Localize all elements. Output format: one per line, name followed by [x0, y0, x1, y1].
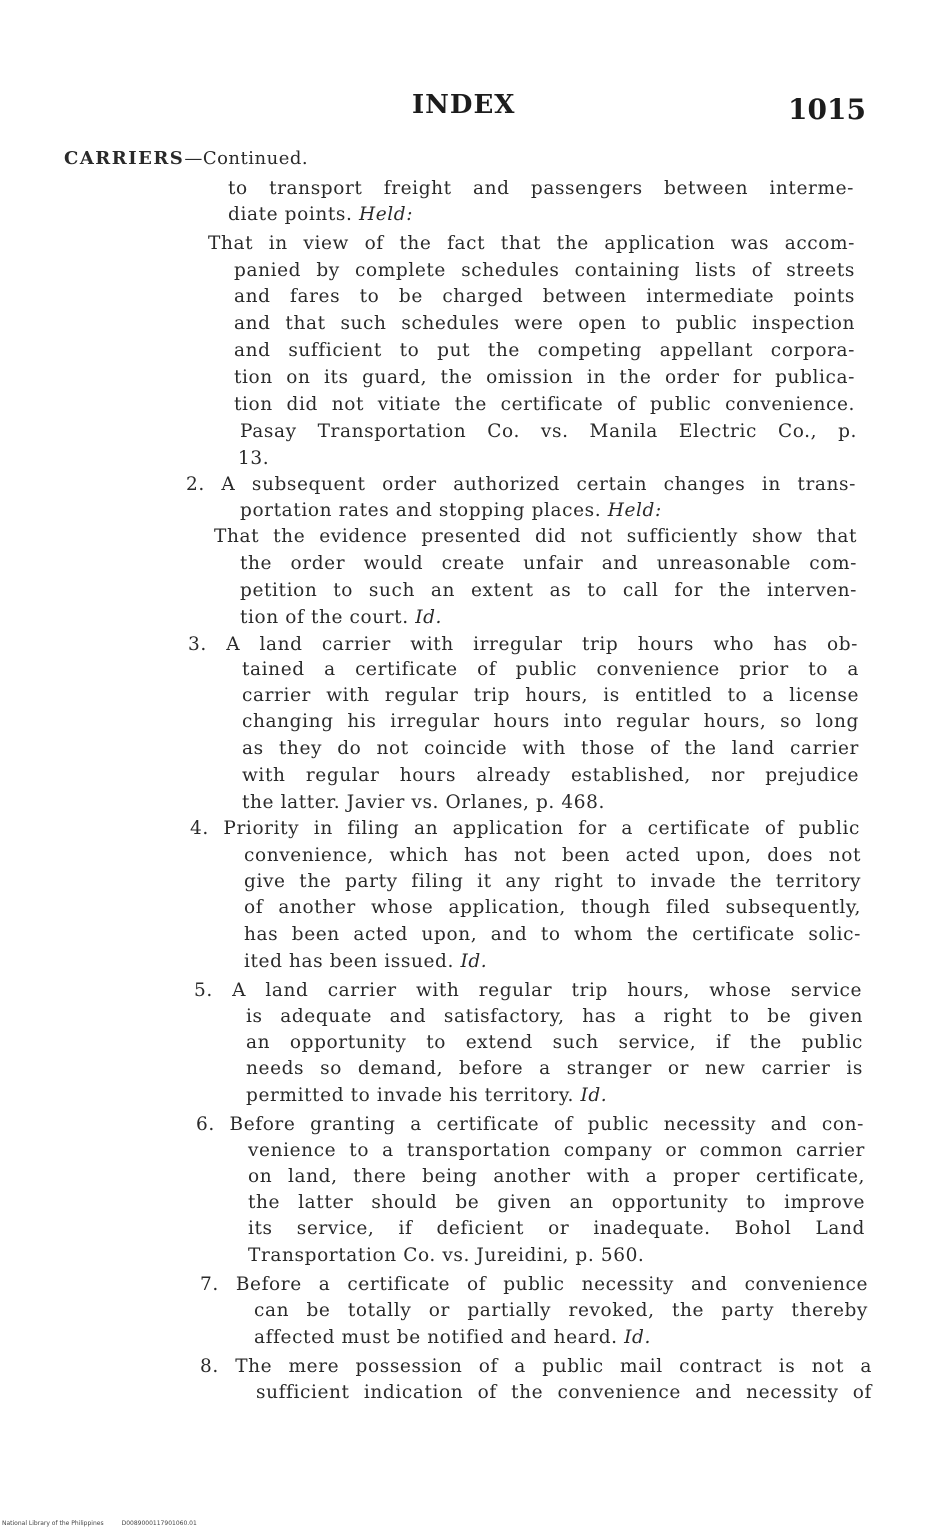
italic-id: Id.	[460, 951, 488, 972]
page-header-title: INDEX	[412, 90, 516, 120]
text-line: portation rates and stopping places. Held:	[240, 500, 662, 521]
text-line: is adequate and satisfactory, has a right to be given	[246, 1006, 863, 1027]
text-line: 4. Priority in filing an application for a certificate of public	[190, 818, 860, 839]
text-line: to transport freight and passengers between interme-	[228, 178, 854, 199]
text-line: Pasay Transportation Co. vs. Manila Electric Co., p.	[240, 421, 857, 442]
text-line: tained a certificate of public convenience prior to a	[242, 659, 859, 680]
text-line: carrier with regular trip hours, is entitled to a license	[242, 685, 859, 706]
text-line: permitted to invade his territory. Id.	[246, 1085, 608, 1106]
text-line: can be totally or partially revoked, the party thereby	[254, 1300, 868, 1321]
page-number: 1015	[788, 93, 866, 126]
section-heading-continued: —Continued.	[184, 148, 309, 169]
text-line: That the evidence presented did not sufficiently show that	[214, 526, 857, 547]
text-line: 3. A land carrier with irregular trip hours who has ob-	[188, 634, 858, 655]
text-line: and that such schedules were open to public inspection	[234, 313, 855, 334]
text-line: on land, there being another with a proper certificate,	[248, 1166, 865, 1187]
text-line: and sufficient to put the competing appellant corpora-	[234, 340, 855, 361]
section-heading-title: CARRIERS	[64, 148, 185, 169]
text-line: and fares to be charged between intermediate points	[234, 286, 855, 307]
text-line: tion on its guard, the omission in the order for publica-	[234, 367, 855, 388]
text-line: petition to such an extent as to call for the interven-	[240, 580, 857, 601]
italic-held: Held:	[358, 204, 414, 225]
text-line: changing his irregular hours into regular hours, so long	[242, 711, 859, 732]
text-line: the order would create unfair and unreasonable com-	[240, 553, 857, 574]
text-line: 7. Before a certificate of public necessity and convenience	[200, 1274, 868, 1295]
text-line: Transportation Co. vs. Jureidini, p. 560.	[248, 1245, 645, 1266]
text-line: 8. The mere possession of a public mail contract is not a	[200, 1356, 872, 1377]
text-line: the latter should be given an opportunity to improve	[248, 1192, 865, 1213]
text-line: the latter. Javier vs. Orlanes, p. 468.	[242, 792, 605, 813]
text-line: has been acted upon, and to whom the certificate solic-	[244, 924, 861, 945]
text-line: of another whose application, though filed subsequently,	[244, 897, 861, 918]
italic-id: Id.	[624, 1327, 651, 1348]
footer-code: D0089000117901060.01	[121, 1520, 197, 1527]
text-line: panied by complete schedules containing lists of streets	[234, 260, 855, 281]
text-line: ited has been issued. Id.	[244, 951, 488, 972]
text-line: tion of the court. Id.	[240, 607, 443, 628]
section-heading	[64, 148, 308, 169]
italic-id: Id.	[415, 607, 443, 628]
text-line: venience to a transportation company or common carrier	[248, 1140, 865, 1161]
text-line: sufficient indication of the convenience and necessity of	[256, 1382, 872, 1403]
text-line: an opportunity to extend such service, if the public	[246, 1032, 863, 1053]
text-line: as they do not coincide with those of the land carrier	[242, 738, 859, 759]
text-line: 5. A land carrier with regular trip hours, whose service	[194, 980, 862, 1001]
italic-held: Held:	[607, 500, 662, 521]
italic-id: Id.	[580, 1085, 608, 1106]
text-line: 6. Before granting a certificate of public necessity and con-	[196, 1114, 864, 1135]
footer-library: National Library of the Philippines	[2, 1520, 104, 1527]
text-line: needs so demand, before a stranger or new carrier is	[246, 1058, 863, 1079]
text-line: give the party filing it any right to invade the territory	[244, 871, 861, 892]
scan-footer	[2, 1520, 215, 1527]
text-line: diate points. Held:	[228, 204, 414, 225]
text-line: convenience, which has not been acted upon, does not	[244, 845, 861, 866]
text-line: affected must be notified and heard. Id.	[254, 1327, 651, 1348]
text-line: its service, if deficient or inadequate. Bohol Land	[248, 1218, 865, 1239]
text-line: That in view of the fact that the application was accom-	[208, 233, 855, 254]
text-line: 13.	[238, 448, 270, 469]
text-line: with regular hours already established, nor prejudice	[242, 765, 859, 786]
text-line: 2. A subsequent order authorized certain changes in trans-	[186, 474, 856, 495]
text-line: tion did not vitiate the certificate of public convenience.	[234, 394, 855, 415]
